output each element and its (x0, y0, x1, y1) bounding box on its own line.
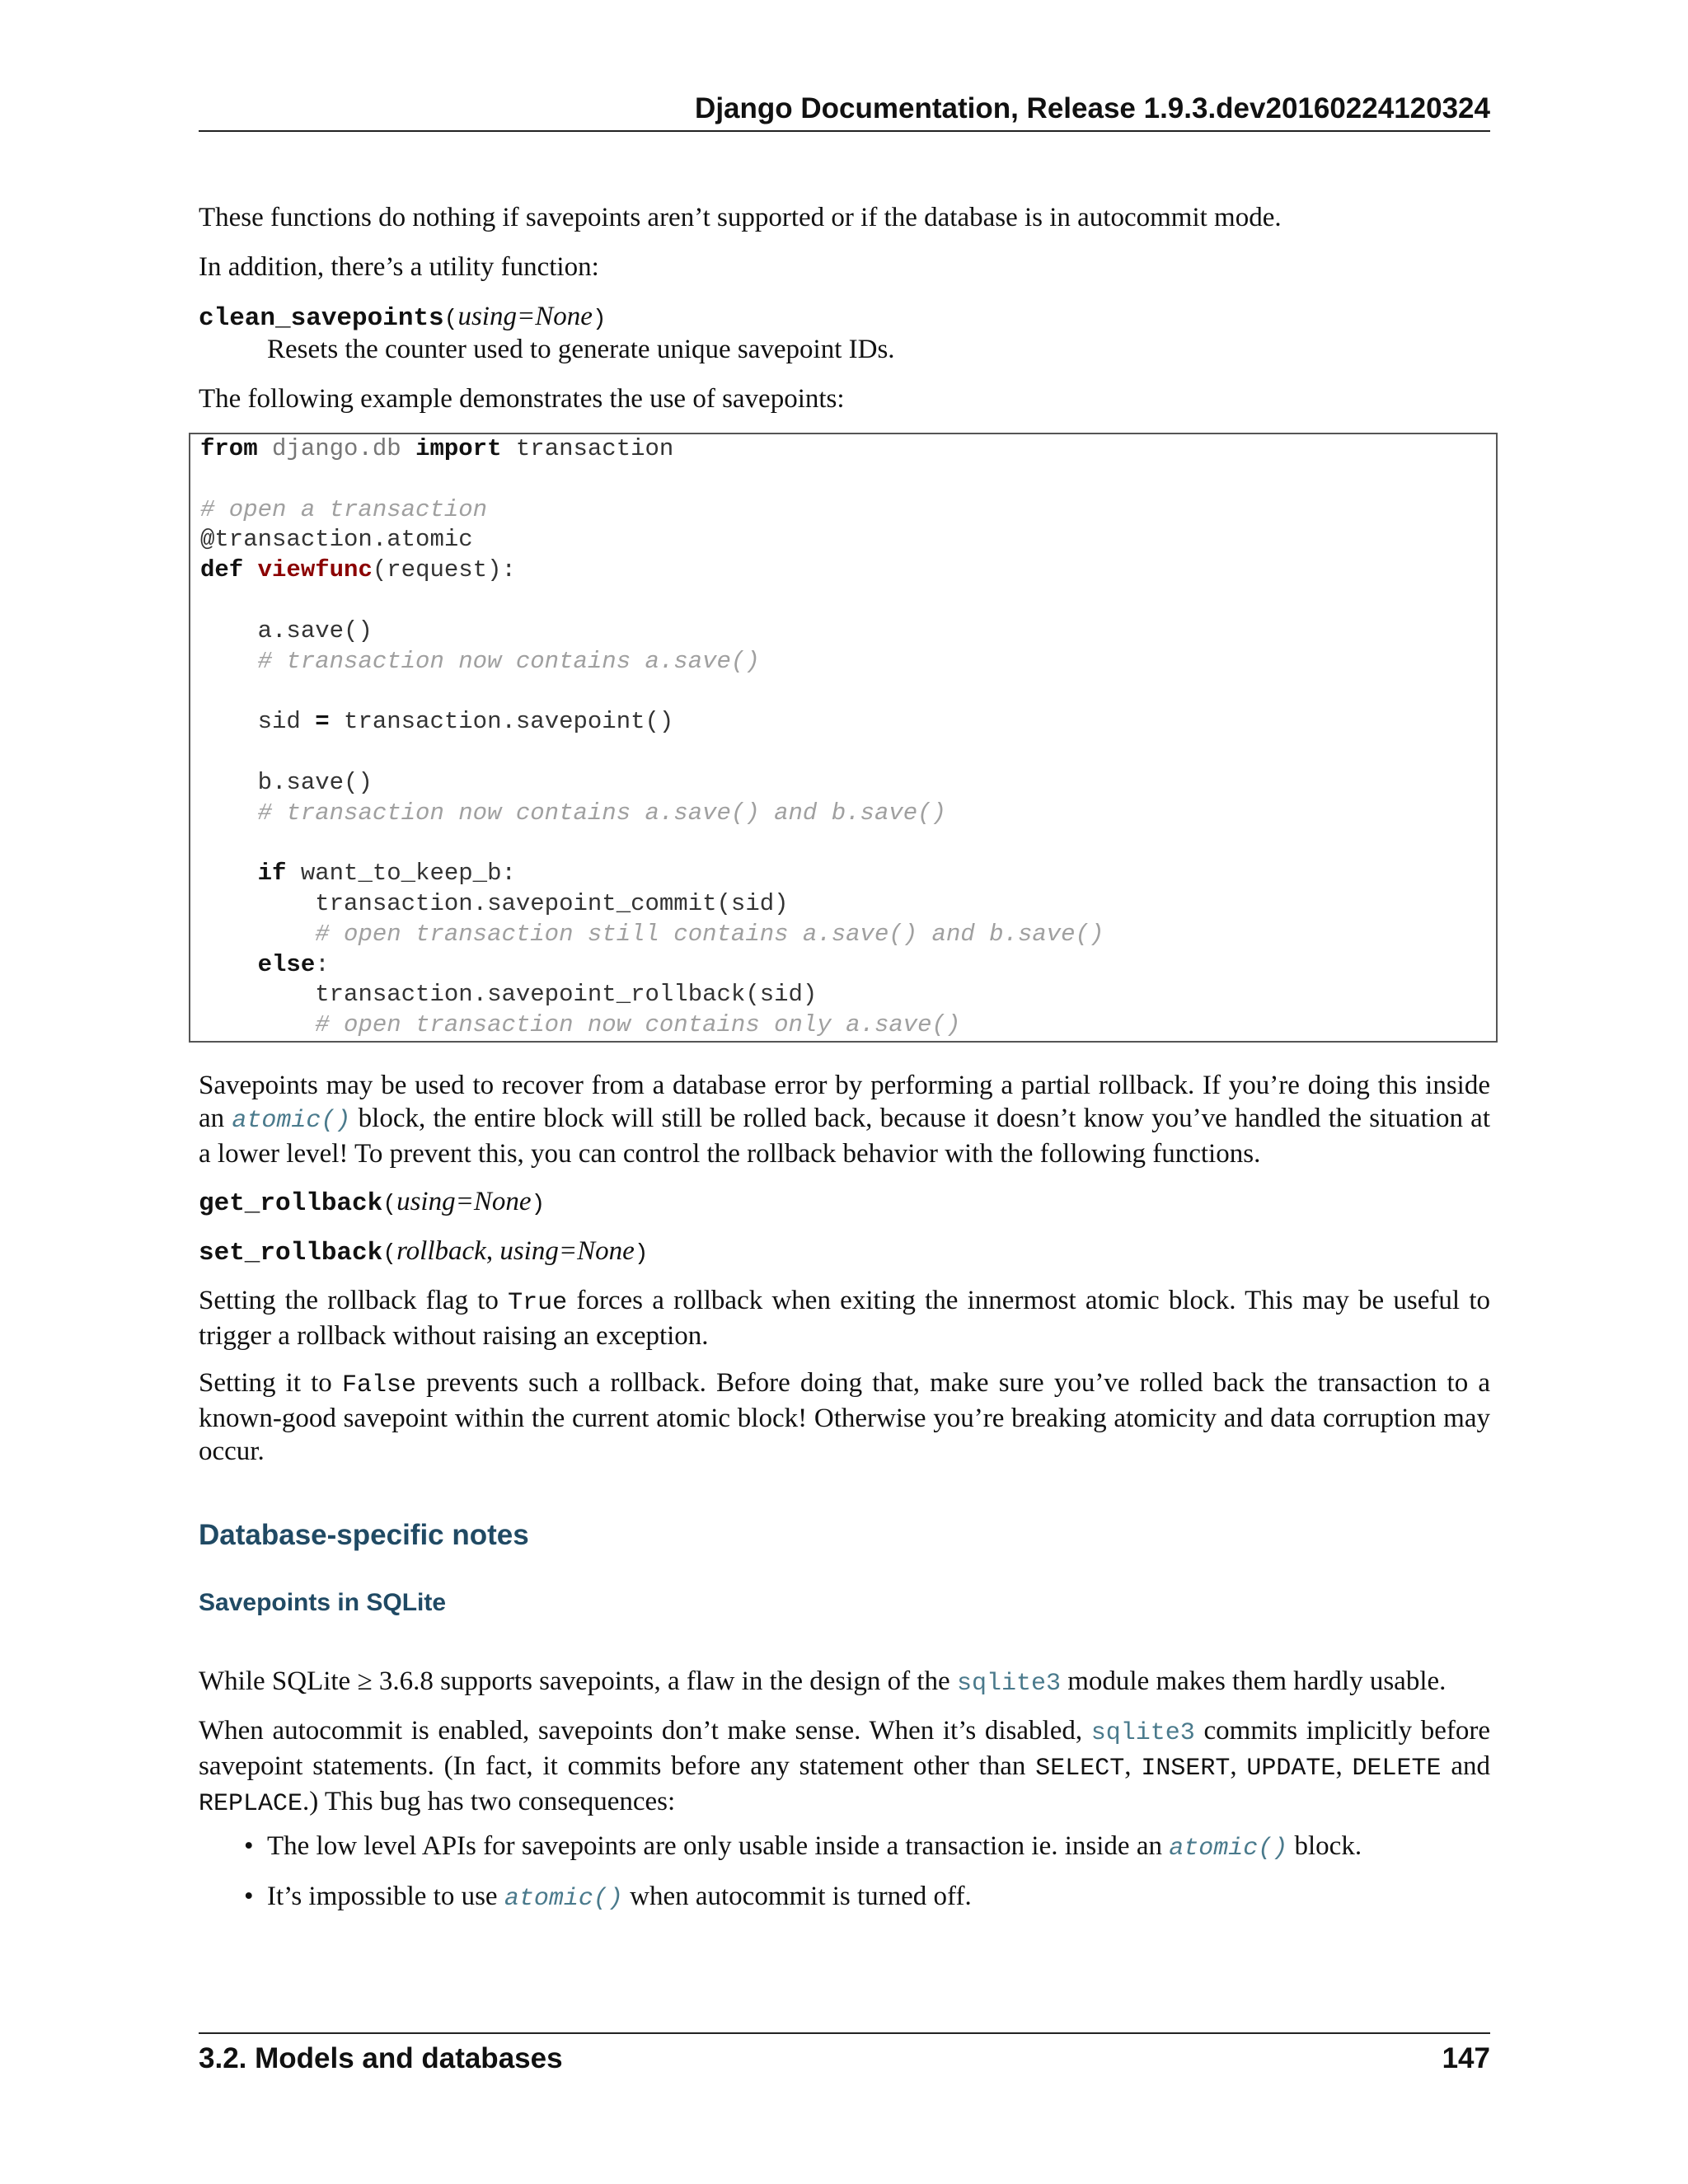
sqlite3-link[interactable]: sqlite3 (1090, 1719, 1195, 1747)
bullet-icon: • (244, 1831, 254, 1861)
paragraph-rollback-false: Setting it to False prevents such a rollback. Before doing that, make sure you’ve rolled back the transaction to a known-good savepoint within the current atomic block! Otherwise you’re breaking atomicity and data corruption may occur. (199, 1368, 1490, 1466)
inline-code-false: False (341, 1371, 416, 1399)
paragraph-rollback-true: Setting the rollback flag to True forces a rollback when exiting the innermost atomic block. This may be useful to trigger a rollback without raising an exception. (199, 1286, 1490, 1351)
inline-code-true: True (508, 1289, 568, 1317)
atomic-link[interactable]: atomic() (504, 1885, 623, 1913)
subsection-heading: Savepoints in SQLite (199, 1589, 447, 1616)
paragraph-utility-intro: In addition, there’s a utility function: (199, 252, 599, 282)
paragraph-sqlite-support: While SQLite ≥ 3.6.8 supports savepoints, a flaw in the design of the sqlite3 module makes them hardly usable. (199, 1666, 1447, 1698)
function-name: set_rollback (199, 1239, 383, 1268)
description-clean-savepoints: Resets the counter used to generate unique savepoint IDs. (267, 335, 895, 364)
atomic-link[interactable]: atomic() (232, 1107, 351, 1135)
paragraph-sqlite-autocommit: When autocommit is enabled, savepoints don’t make sense. When it’s disabled, sqlite3 commits implicitly before savepoint statements. (In fact, it commits before any statement other than SELECT, INSERT, UPDATE, DELETE and REPLACE.) This bug has two consequences: (199, 1716, 1491, 1818)
sqlite3-link[interactable]: sqlite3 (956, 1670, 1061, 1698)
header-rule (199, 130, 1490, 132)
signature-clean-savepoints: clean_savepoints(using=None) (199, 302, 607, 333)
paragraph-savepoint-recover: Savepoints may be used to recover from a database error by performing a partial rollback. If you’re doing this inside an atomic() block, the entire block will still be rolled back, because it doesn’t know you’ve handled the situation at a lower level! To prevent this, you can control the rollback behavior with the following functions. (199, 1071, 1490, 1169)
signature-get-rollback: get_rollback(using=None) (199, 1187, 546, 1218)
footer-section-title: 3.2. Models and databases (199, 2042, 563, 2074)
paragraph-example-intro: The following example demonstrates the use of savepoints: (199, 384, 845, 414)
list-item: • It’s impossible to use atomic() when autocommit is turned off. (244, 1882, 972, 1913)
bullet-icon: • (244, 1882, 254, 1911)
function-name: clean_savepoints (199, 304, 444, 333)
list-item: • The low level APIs for savepoints are only usable inside a transaction ie. inside an atomic() block. (244, 1831, 1362, 1863)
atomic-link[interactable]: atomic() (1169, 1835, 1288, 1863)
page-number: 147 (1442, 2042, 1490, 2074)
signature-set-rollback: set_rollback(rollback, using=None) (199, 1236, 649, 1268)
footer-rule (199, 2032, 1490, 2034)
document-page (199, 0, 1490, 2184)
function-args: using=None (457, 302, 593, 331)
code-block (189, 433, 1498, 1043)
running-header: Django Documentation, Release 1.9.3.dev20160224120324 (695, 92, 1490, 124)
code-listing: from django.db import transaction # open a transaction @transaction.atomic def viewfunc(request): a.save() # transaction now contains a.save() sid = transaction.savepoint() b.save() # transaction now contains a.save() and b.save() if want_to_keep_b: transaction.savepoint_commit(sid) # open transaction still contains a.save() and b.save() else: transaction.savepoint_rollback(sid) # open transaction now contains only a.save() (200, 435, 1104, 1039)
paragraph-savepoint-noop: These functions do nothing if savepoints aren’t supported or if the database is in autocommit mode. (199, 203, 1282, 232)
section-heading: Database-specific notes (199, 1519, 529, 1551)
function-name: get_rollback (199, 1189, 383, 1218)
